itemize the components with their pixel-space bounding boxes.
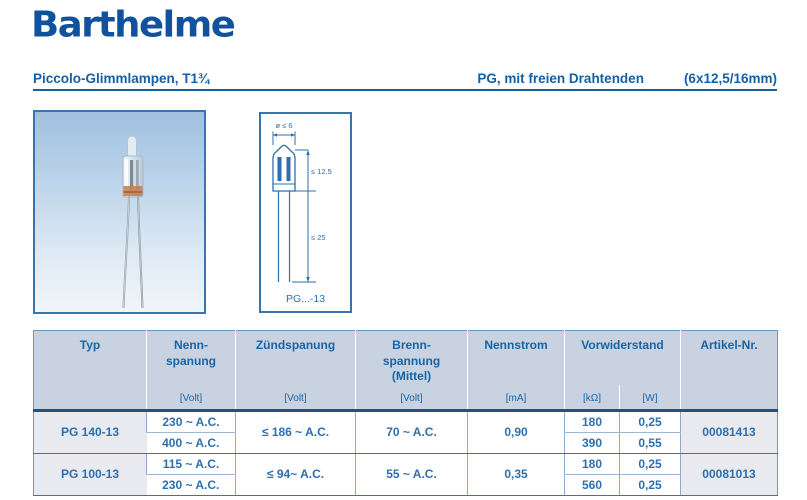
section-heading	[33, 71, 777, 86]
col-header-brennspannung: Brenn- spannung (Mittel)	[356, 331, 468, 385]
wire-length-dim-label: ≤ 25	[311, 233, 326, 242]
unit-volt-1: [Volt]	[147, 385, 236, 411]
col-header-typ: Typ	[34, 331, 147, 411]
glow-lamp-photo-illustration	[35, 112, 204, 312]
cell-nennstrom-1: 0,90	[468, 410, 565, 453]
heading-right-group	[477, 71, 777, 86]
col-header-zuendspannung: Zündspanung	[236, 331, 356, 385]
variant-title: PG, mit freien Drahtenden	[477, 71, 644, 86]
page-title: Piccolo-Glimmlampen, T1¾	[33, 71, 210, 86]
tech-drawing	[259, 112, 352, 313]
cell-typ-1: PG 140-13	[34, 410, 147, 453]
col-header-nennspannung: Nenn- spanung	[147, 331, 236, 385]
cell-nennstrom-2: 0,35	[468, 453, 565, 495]
unit-watt: [W]	[620, 385, 681, 411]
heading-underline	[33, 89, 777, 91]
table-row	[34, 453, 778, 474]
brand-logo: Barthelme	[31, 3, 235, 46]
cell-artikel-2: 00081013	[681, 453, 778, 495]
col-header-artikel: Artikel-Nr.	[681, 331, 778, 411]
cell-nennspannung-1a: 230 ~ A.C.	[147, 410, 236, 432]
cell-brennspannung-2: 55 ~ A.C.	[356, 453, 468, 495]
cell-nennspannung-1b: 400 ~ A.C.	[147, 432, 236, 453]
cell-vorwiderstand-w-2a: 0,25	[620, 453, 681, 474]
diameter-dim-label: ø ≤ 6	[275, 121, 293, 130]
drawing-caption: PG...-13	[285, 293, 326, 305]
cell-vorwiderstand-w-2b: 0,25	[620, 474, 681, 495]
cell-vorwiderstand-k-1b: 390	[565, 432, 620, 453]
cell-vorwiderstand-w-1b: 0,55	[620, 432, 681, 453]
unit-volt-2: [Volt]	[236, 385, 356, 411]
cell-artikel-1: 00081413	[681, 410, 778, 453]
cell-nennspannung-2a: 115 ~ A.C.	[147, 453, 236, 474]
cell-vorwiderstand-k-2a: 180	[565, 453, 620, 474]
table-header-row	[34, 331, 778, 385]
unit-kohm: [kΩ]	[565, 385, 620, 411]
unit-ma: [mA]	[468, 385, 565, 411]
bulb-length-dim-label: ≤ 12.5	[311, 167, 332, 176]
cell-typ-2: PG 100-13	[34, 453, 147, 495]
cell-vorwiderstand-k-1a: 180	[565, 410, 620, 432]
cell-vorwiderstand-w-1a: 0,25	[620, 410, 681, 432]
cell-brennspannung-1: 70 ~ A.C.	[356, 410, 468, 453]
cell-vorwiderstand-k-2b: 560	[565, 474, 620, 495]
unit-volt-3: [Volt]	[356, 385, 468, 411]
col-header-vorwiderstand: Vorwiderstand	[565, 331, 681, 385]
col-header-nennstrom: Nennstrom	[468, 331, 565, 385]
cell-zuendspannung-2: ≤ 94~ A.C.	[236, 453, 356, 495]
spec-table	[33, 330, 778, 496]
dimension-drawing	[261, 114, 350, 311]
cell-nennspannung-2b: 230 ~ A.C.	[147, 474, 236, 495]
cell-zuendspannung-1: ≤ 186 ~ A.C.	[236, 410, 356, 453]
table-row	[34, 410, 778, 432]
product-photo	[33, 110, 206, 314]
size-label: (6x12,5/16mm)	[683, 71, 777, 86]
